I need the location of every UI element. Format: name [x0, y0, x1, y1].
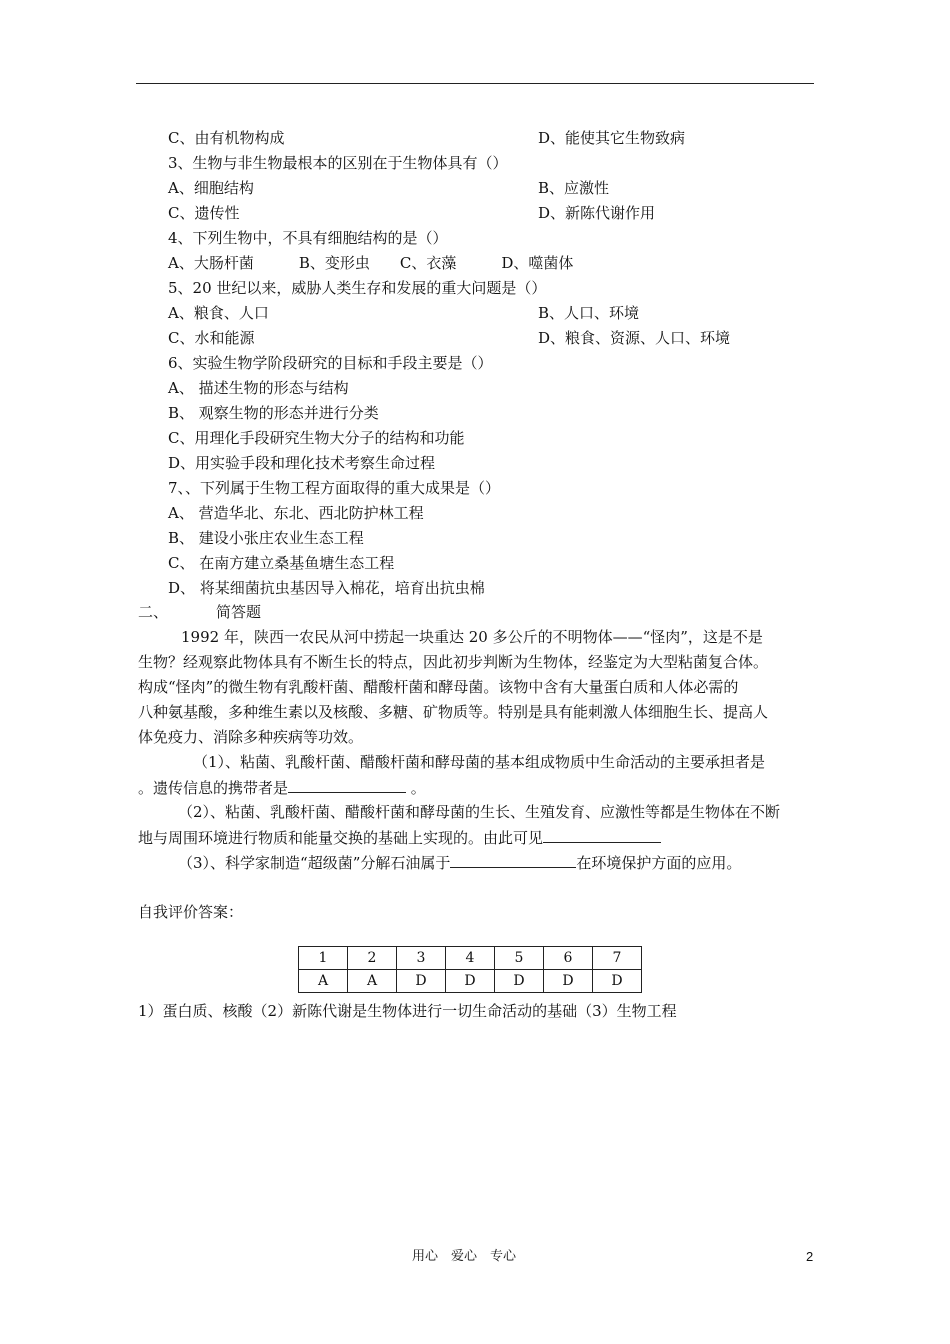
q7-option-d: D、 将某细菌抗虫基因导入棉花，培育出抗虫棉: [168, 579, 485, 597]
q6-option-a: A、 描述生物的形态与结构: [168, 379, 349, 397]
answer-number-cell: 6: [544, 947, 593, 970]
answer-letter-cell: D: [446, 970, 495, 993]
q4-stem: 4、下列生物中，不具有细胞结构的是（）: [168, 229, 448, 247]
q3-option-b: B、应激性: [538, 179, 610, 197]
subquestion-3-suffix: 在环境保护方面的应用。: [576, 854, 742, 872]
answer-blank-1[interactable]: [288, 777, 406, 793]
subquestion-3-prefix: （3）、科学家制造“超级菌”分解石油属于: [178, 854, 451, 872]
passage-line-2: 生物？经观察此物体具有不断生长的特点，因此初步判断为生物体，经鉴定为大型粘菌复合体。: [138, 653, 769, 671]
answer-letter-cell: D: [495, 970, 544, 993]
answer-number-cell: 5: [495, 947, 544, 970]
q4-options: A、大肠杆菌 B、变形虫 C、衣藻 D、噬菌体: [168, 254, 574, 272]
subquestion-1-suffix: 。: [406, 779, 426, 797]
answer-number-cell: 1: [299, 947, 348, 970]
q6-stem: 6、实验生物学阶段研究的目标和手段主要是（）: [168, 354, 493, 372]
answer-table: [298, 946, 642, 993]
q2-options-cd: [168, 128, 686, 148]
answer-letter-cell: D: [593, 970, 642, 993]
footer-motto: 用心 爱心 专心: [412, 1249, 517, 1264]
answers-heading: 自我评价答案：: [138, 903, 244, 921]
answer-blank-2[interactable]: [543, 827, 661, 843]
passage-line-3: 构成“怪肉”的微生物有乳酸杆菌、醋酸杆菌和酵母菌。该物中含有大量蛋白质和人体必需的: [138, 678, 739, 696]
answer-letter-cell: A: [348, 970, 397, 993]
subquestion-2-line-1: （2）、粘菌、乳酸杆菌、醋酸杆菌和酵母菌的生长、生殖发育、应激性等都是生物体在不断: [178, 803, 781, 821]
section2-title: 简答题: [216, 603, 262, 621]
answers-text: 1）蛋白质、核酸（2）新陈代谢是生物体进行一切生命活动的基础（3）生物工程: [138, 1002, 677, 1020]
subquestion-1-prefix: 。遗传信息的携带者是: [138, 779, 289, 797]
passage-line-4: 八种氨基酸，多种维生素以及核酸、多糖、矿物质等。特别是具有能刺激人体细胞生长、提高人: [138, 703, 769, 721]
q5-option-c: C、水和能源: [168, 329, 255, 347]
answer-number-cell: 4: [446, 947, 495, 970]
q5-option-b: B、人口、环境: [538, 304, 640, 322]
header-rule: [136, 83, 814, 84]
answer-letter-cell: A: [299, 970, 348, 993]
q5-options-ab: [168, 303, 640, 323]
q5-stem: 5、20 世纪以来，威胁人类生存和发展的重大问题是（）: [168, 279, 547, 297]
q5-option-a: A、粮食、人口: [168, 304, 269, 322]
q3-stem: 3、生物与非生物最根本的区别在于生物体具有（）: [168, 154, 508, 172]
q7-option-b: B、 建设小张庄农业生态工程: [168, 529, 364, 547]
q5-options-cd: [168, 328, 731, 348]
subquestion-1-line-2: [138, 777, 426, 798]
q7-option-c: C、 在南方建立桑基鱼塘生态工程: [168, 554, 395, 572]
q3-options-cd: [168, 203, 656, 223]
q3-option-a: A、细胞结构: [168, 179, 254, 197]
section2-number: 二、: [138, 603, 169, 621]
answer-number-cell: 3: [397, 947, 446, 970]
answer-blank-3[interactable]: [450, 852, 576, 868]
q2-option-c: C、由有机物构成: [168, 129, 285, 147]
q6-option-c: C、用理化手段研究生物大分子的结构和功能: [168, 429, 465, 447]
subquestion-2-text: 地与周围环境进行物质和能量交换的基础上实现的。由此可见: [138, 829, 544, 847]
subquestion-3: [178, 852, 741, 873]
q3-option-c: C、遗传性: [168, 204, 240, 222]
answer-table-number-row: [299, 947, 642, 970]
q6-option-b: B、 观察生物的形态并进行分类: [168, 404, 379, 422]
answer-letter-cell: D: [397, 970, 446, 993]
subquestion-2-line-2: [138, 827, 661, 848]
q5-option-d: D、粮食、资源、人口、环境: [538, 329, 731, 347]
q3-options-ab: [168, 178, 610, 198]
passage-line-1: 1992 年，陕西一农民从河中捞起一块重达 20 多公斤的不明物体——“怪肉”，这是不是: [181, 628, 763, 646]
answer-number-cell: 2: [348, 947, 397, 970]
passage-line-5: 体免疫力、消除多种疾病等功效。: [138, 728, 364, 746]
q7-option-a: A、 营造华北、东北、西北防护林工程: [168, 504, 424, 522]
answer-number-cell: 7: [593, 947, 642, 970]
subquestion-1-line-1: （1）、粘菌、乳酸杆菌、醋酸杆菌和酵母菌的基本组成物质中生命活动的主要承担者是: [193, 753, 766, 771]
q6-option-d: D、用实验手段和理化技术考察生命过程: [168, 454, 436, 472]
q2-option-d: D、能使其它生物致病: [538, 129, 686, 147]
answer-table-letter-row: [299, 970, 642, 993]
answer-letter-cell: D: [544, 970, 593, 993]
q7-stem: 7、、下列属于生物工程方面取得的重大成果是（）: [168, 479, 501, 497]
q3-option-d: D、新陈代谢作用: [538, 204, 656, 222]
page-number: 2: [806, 1249, 814, 1264]
